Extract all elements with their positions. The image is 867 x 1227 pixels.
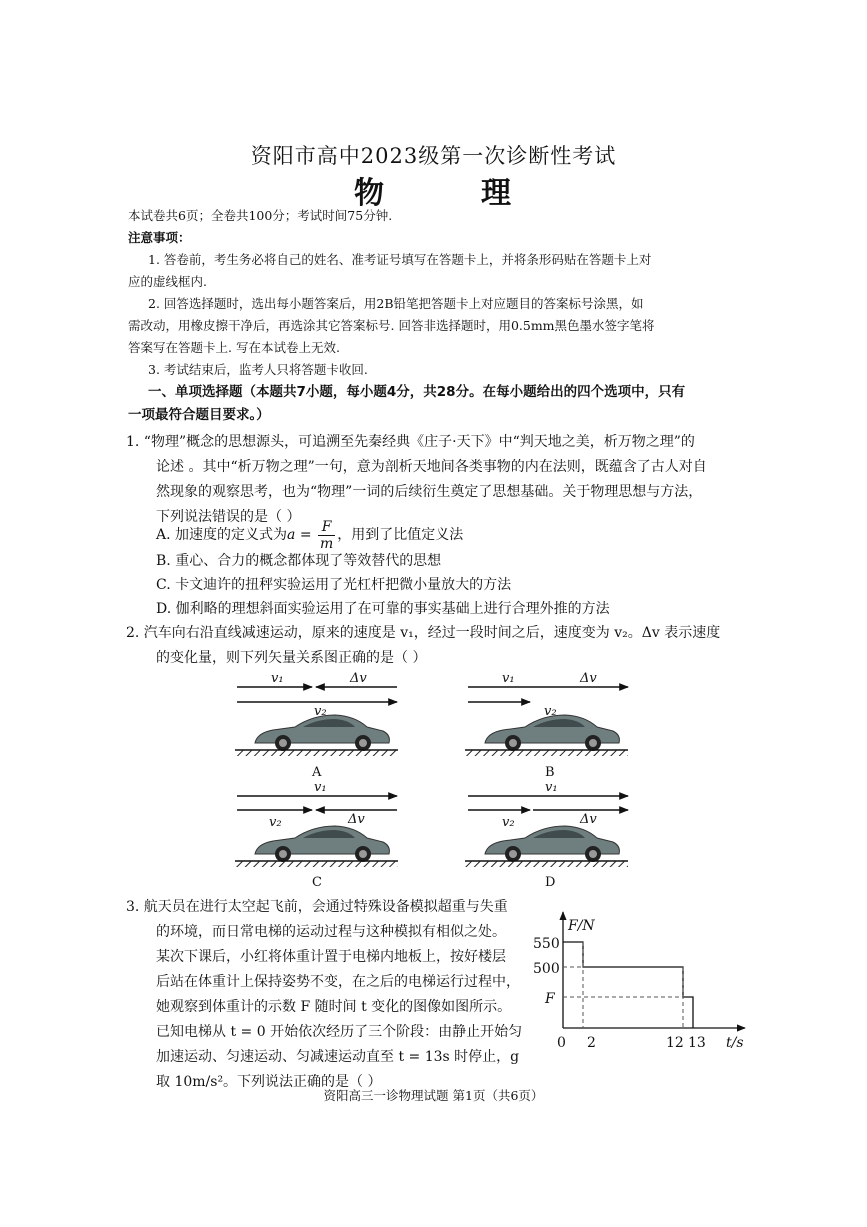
q2-d-v2-label: v₂ (502, 815, 515, 830)
q1-line-1: 1. “物理”概念的思想源头，可追溯至先秦经典《庄子·天下》中“判天地之美，析万物之理”的 (126, 434, 695, 450)
q1-option-a-text: A. 加速度的定义式为 (156, 527, 288, 543)
q3-ytick-500: 500 (533, 961, 560, 977)
q3-line-5: 她观察到体重计的示数 F 随时间 t 变化的图像如图所示。 (156, 999, 512, 1015)
notice-2c: 答案写在答题卡上. 写在本试卷上无效. (128, 340, 340, 355)
q2-diagram-b (465, 687, 628, 756)
q3-line-7: 加速运动、匀速运动、匀减速运动直至 t = 13s 时停止，g (156, 1049, 520, 1065)
page-footer: 资阳高三一诊物理试题 第1页（共6页） (323, 1088, 544, 1103)
accel-symbol: a (287, 527, 296, 543)
fraction-denominator: m (320, 535, 334, 552)
q2-line-2: 的变化量，则下列矢量关系图正确的是（ ） (156, 650, 427, 666)
q2-option-d-label: D (545, 875, 556, 890)
q3-y-axis-label: F/N (568, 918, 595, 934)
q3-xtick-13: 13 (688, 1035, 706, 1051)
q2-line-1: 2. 汽车向右沿直线减速运动，原来的速度是 v₁，经过一段时间之后，速度变为 v₂。Δv 表示速度 (126, 625, 721, 641)
q2-option-c-label: C (312, 875, 322, 890)
subject-char-2: 理 (480, 176, 513, 211)
q3-ytick-f: F (545, 991, 555, 1007)
q3-ytick-550: 550 (533, 936, 560, 952)
exam-title: 资阳市高中2023级第一次诊断性考试 (250, 144, 617, 168)
q2-diagram-a (235, 687, 398, 756)
notice-1a: 1. 答卷前，考生务必将自己的姓名、准考证号填写在答题卡上，并将条形码贴在答题卡上对 (148, 252, 652, 267)
section-1-heading-cont: 一项最符合题目要求。） (128, 407, 270, 423)
q2-option-a-label: A (312, 765, 322, 780)
notice-3: 3. 考试结束后，监考人只将答题卡收回. (148, 362, 368, 377)
q3-origin-label: 0 (557, 1035, 566, 1051)
q2-c-dv-label: Δv (348, 812, 365, 827)
q2-diagram-c (235, 796, 398, 867)
q2-c-v1-label: v₁ (314, 780, 327, 795)
q3-xtick-2: 2 (587, 1035, 596, 1051)
q2-b-dv-label: Δv (580, 671, 597, 686)
q3-line-6: 已知电梯从 t = 0 开始依次经历了三个阶段：由静止开始匀 (156, 1024, 523, 1040)
q3-line-8: 取 10m/s²。下列说法正确的是（ ） (156, 1074, 382, 1090)
q3-line-1: 3. 航天员在进行太空起飞前，会通过特殊设备模拟超重与失重 (126, 899, 508, 915)
subject-char-1: 物 (354, 176, 387, 211)
q2-a-dv-label: Δv (350, 671, 367, 686)
q3-xtick-12: 12 (666, 1035, 684, 1051)
q2-option-b-label: B (545, 765, 555, 780)
equals-sign: = (295, 527, 317, 543)
q2-a-v2-label: v₂ (314, 704, 327, 719)
fraction-numerator: F (318, 519, 335, 536)
q2-diagram-d (465, 796, 628, 867)
q1-option-b: B. 重心、合力的概念都体现了等效替代的思想 (156, 553, 442, 569)
q1-option-a-suffix: ，用到了比值定义法 (337, 527, 464, 543)
q2-a-v1-label: v₁ (271, 671, 284, 686)
q1-line-2: 论述 。其中“析万物之理”一句，意为剖析天地间各类事物的内在法则，既蕴含了古人对自 (156, 459, 707, 475)
notice-2a: 2. 回答选择题时，选出每小题答案后，用2B铅笔把答题卡上对应题目的答案标号涂黑，如 (148, 296, 644, 311)
q2-c-v2-label: v₂ (269, 815, 282, 830)
q3-line-2: 的环境，而日常电梯的运动过程与这种模拟有相似之处。 (156, 924, 506, 940)
q2-d-dv-label: Δv (580, 812, 597, 827)
q2-b-v2-label: v₂ (544, 704, 557, 719)
notice-1b: 应的虚线框内. (128, 274, 207, 289)
q3-line-4: 后站在体重计上保持姿势不变，在之后的电梯运行过程中， (156, 974, 520, 990)
q2-b-v1-label: v₁ (502, 671, 515, 686)
notice-2b: 需改动，用橡皮擦干净后，再选涂其它答案标号. 回答非选择题时，用0.5mm黑色墨水签字笔将 (128, 318, 655, 333)
exam-info: 本试卷共6页；全卷共100分；考试时间75分钟. (128, 208, 393, 223)
q1-line-4: 下列说法错误的是（ ） (156, 509, 301, 525)
section-1-heading: 一、单项选择题（本题共7小题，每小题4分，共28分。在每小题给出的四个选项中，只有 (148, 384, 686, 400)
q3-line-3: 某次下课后，小红将体重计置于电梯内地板上，按好楼层 (156, 949, 506, 965)
q1-line-3: 然现象的观察思考，也为“物理”一词的后续衍生奠定了思想基础。关于物理思想与方法， (156, 484, 703, 500)
notice-title: 注意事项： (128, 230, 191, 245)
q3-x-axis-label: t/s (726, 1035, 744, 1051)
q1-option-c: C. 卡文迪许的扭秤实验运用了光杠杆把微小量放大的方法 (156, 577, 512, 593)
q2-d-v1-label: v₁ (545, 780, 558, 795)
q1-option-d: D. 伽利略的理想斜面实验运用了在可靠的事实基础上进行合理外推的方法 (156, 601, 610, 617)
